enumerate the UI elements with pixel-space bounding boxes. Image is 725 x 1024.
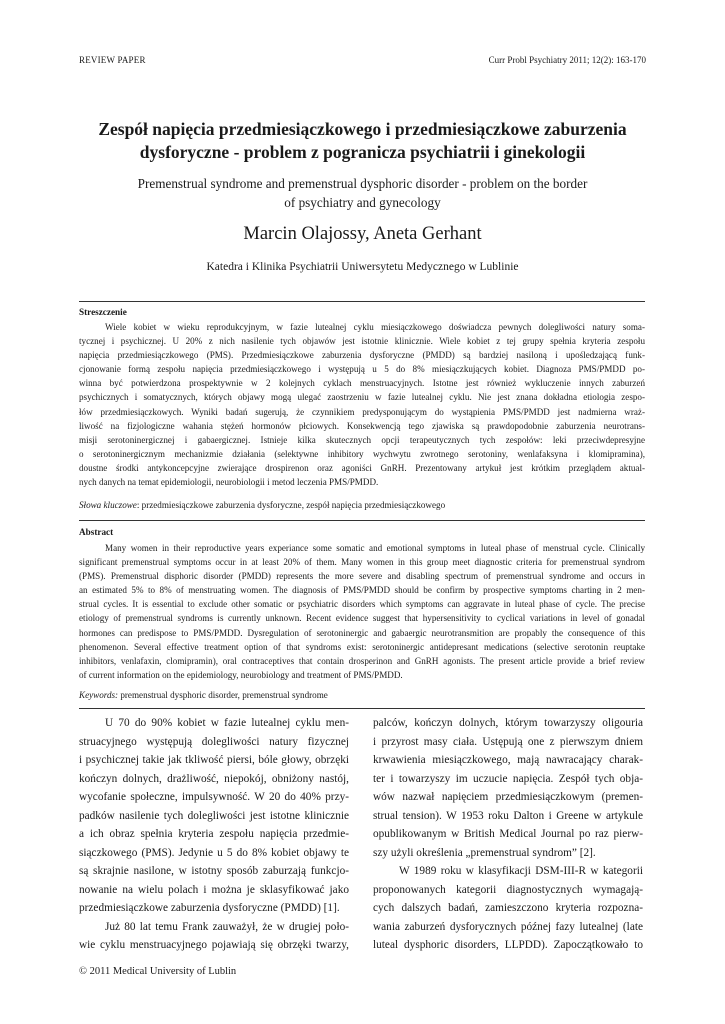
abstract-line: hormones can predispose to PMS/PMDD. Dysregulation of serotoninergic and gabaergic neurotransmition are propably the consequence of this [79, 627, 645, 638]
affiliation: Katedra i Klinika Psychiatrii Uniwersytetu Medycznego w Lublinie [206, 261, 519, 273]
keywords-text: : przedmiesiączkowe zaburzenia dysforyczne, zespół napięcia przedmiesiączkowego [136, 500, 446, 510]
body-line: luteal dysphoric disorders, LLPDD). Zapoczątkowało to [373, 939, 643, 951]
streszczenie-heading: Streszczenie [79, 307, 127, 317]
body-line: struacyjnego występują dolegliwości natury fizycznej [79, 735, 349, 748]
body-line: są skrajnie nasilone, w istotny sposób zaburzają funkcjo- [79, 865, 349, 877]
body-line: wów nazwał napięciem przedmiesiączkowym (premen- [373, 791, 643, 803]
body-line: nowanie na wielu polach i można je sklasyfikować jako [79, 883, 349, 896]
streszczenie-line: misji serotoninergicznej i gabaergicznej. Istnieje kilka skutecznych opcji terapeutycznych tych zespołów: leki przeciwdepresyjne [79, 434, 645, 445]
body-line: siączkowego (PMS). Jedynie u 5 do 8% kobiet objawy te [79, 846, 349, 859]
body-line: krwawienia miesiączkowego, mają nawracający charak- [373, 754, 643, 766]
streszczenie-line: cjonowanie formą zespołu napięcia przedmiesiączkowego i występują u 5 do 8% miesiączkujących kobiet. Diagnoza PMS/PMDD po- [79, 364, 645, 375]
article-subtitle [90, 174, 635, 212]
streszczenie-line: nych danych na temat epidemiologii, neurobiologii i metod leczenia PMS/PMDD. [79, 477, 379, 488]
streszczenie-line: tycznej i psychicznej. U 20% z nich nasilenie tych objawów jest istotnie klinicznie. Wiele kobiet z tej grupy spełnia kryteria zespołu [79, 336, 645, 347]
body-line: przedmiesiączkowe zaburzenia dysforyczne (PMDD) [1]. [79, 902, 340, 914]
abstract-line: phenomenon. Several effective treatment option of that syndroms exist: serotoninergic antidepresant medications (selective serotonin reuptake [79, 641, 645, 652]
abstract-line: strual cycles. It is essential to exclude other somatic or psychiatric disorders which symptoms can aggravate in luteal phase of cycle. The precise [79, 599, 645, 610]
body-line: padków nasilenie tych dolegliwości jest istotne klinicznie [79, 809, 349, 822]
streszczenie-body [79, 320, 645, 489]
authors: Marcin Olajossy, Aneta Gerhant [243, 224, 482, 244]
article-title [60, 118, 665, 164]
body-line: i przyrost masy ciała. Ustępują one z pierwszym dniem [373, 735, 643, 748]
body-line: proponowanych kategorii diagnostycznych wymagają- [373, 883, 643, 896]
body-line: cych dalszych badań, zamieszczono kryteria rozpozna- [373, 902, 643, 914]
abstract-heading: Abstract [79, 527, 114, 537]
body-line: szy użyli określenia „premenstrual syndrom” [2]. [373, 846, 596, 859]
subtitle-line: Premenstrual syndrome and premenstrual dysphoric disorder - problem on the border [137, 176, 588, 191]
body-line: strual tension). W 1953 roku Dalton i Greene w artykule [373, 809, 643, 822]
abstract-line: significant premenstrual symptoms occur in at least 20% of them. Many women in this group meet diagnostic criteria for premenstrual syndrom [79, 557, 645, 568]
body-line: W 1989 roku w klasyfikacji DSM-III-R w kategorii [399, 865, 643, 877]
keywords [79, 690, 328, 700]
body-line: ter i towarzyszy im uczucie napięcia. Zespół tych obja- [373, 772, 643, 785]
streszczenie-line: łów przedmiesiączkowych. Wyniki badań sugerują, że czynnikiem predysponującym do wystąpienia PMS/PMDD jest nadmierna wraż- [79, 406, 645, 417]
streszczenie-line: Wiele kobiet w wieku reprodukcyjnym, w fazie lutealnej cyklu miesiączkowego doświadcza pewnych dolegliwości natury soma- [105, 322, 645, 332]
body-line: wie cyklu menstruacyjnego pojawiają się obrzęki twarzy, [79, 939, 349, 951]
title-line: Zespół napięcia przedmiesiączkowego i przedmiesiączkowe zaburzenia [98, 119, 627, 139]
body-line: palców, kończyn dolnych, którym towarzyszy oligouria [373, 717, 643, 729]
abstract-line: (PMS). Premenstrual disphoric disorder (PMDD) represents the more severe and disabling spectrum of premenstrual syndrome and occurs in [79, 571, 645, 582]
body-column-left [79, 714, 349, 955]
abstract-line: etiology of premenstrual syndroms is currently unknown. Recent evidence suggest that hypersensitivity to cyclical variations in level of gonadal [79, 613, 645, 624]
body-line: wycofanie społeczne, impulsywność. W 20 do 40% przy- [79, 791, 349, 803]
body-column-right [373, 714, 643, 955]
body-line: kończyn dolnych, drażliwość, niepokój, obniżony nastój, [79, 772, 349, 785]
footer-copyright: © 2011 Medical University of Lublin [79, 966, 237, 977]
body-line: i psychicznej takie jak tkliwość piersi, bóle głowy, obrzęki [79, 754, 349, 766]
divider-bottom [79, 708, 645, 709]
streszczenie-line: liwość na fizjologiczne wahania stężeń hormonów płciowych. Konsekwencją tego zjawiska są prawdopodobnie zaburzenia neurotrans- [79, 420, 645, 431]
body-line: Już 80 lat temu Frank zauważył, że w drugiej poło- [105, 920, 349, 933]
keywords-text: premenstrual dysphoric disorder, premenstrual syndrome [118, 690, 328, 700]
body-line: wania zaburzeń dysforycznych późnej fazy lutealnej (late [373, 920, 643, 933]
title-line: dysforyczne - problem z pogranicza psychiatrii i ginekologii [139, 142, 586, 162]
running-header-right: Curr Probl Psychiatry 2011; 12(2): 163-170 [488, 55, 646, 65]
body-line: U 70 do 90% kobiet w fazie lutealnej cyklu men- [105, 717, 349, 729]
body-line: a ich obraz spełnia kryteria zespołu napięcia przedmie- [79, 828, 349, 840]
subtitle-line: of psychiatry and gynecology [284, 195, 441, 210]
slowa-kluczowe [79, 500, 445, 510]
running-header-left: REVIEW PAPER [79, 55, 146, 65]
streszczenie-line: winna być potwierdzona prospektywnie w 2 kolejnych cyklach menstruacyjnych. Istotne jest również wykluczenie innych zaburzeń [79, 378, 645, 389]
abstract-line: inhibitors, venlafaxin, clomipramin), oral contraceptives that contain drosperinon and GnRH agonists. The present article provide a brief review [79, 655, 645, 666]
divider-middle [79, 520, 645, 521]
keywords-label: Keywords: [79, 690, 119, 700]
streszczenie-line: o serotoninergicznym mechanizmie działania (selektywne inhibitory wychwytu zwrotnego serotoniny, wenlafaksyna i klomipramina), [79, 448, 645, 459]
abstract-body [79, 541, 645, 682]
abstract-line: Many women in their reproductive years experiance some somatic and emotional symptoms in luteal phase of menstrual cycle. Clinically [105, 543, 645, 553]
divider-top [79, 301, 645, 302]
abstract-line: an estimated 5% to 8% of menstruating women. The diagnosis of PMS/PMDD should be confirm by prospective symptoms charting in 2 men- [79, 585, 645, 596]
keywords-label: Słowa kluczowe [79, 500, 137, 510]
streszczenie-line: doustne środki antykoncepcyjne zwierające drospirenon oraz agoniści GnRH. Prezentowany artykuł jest krótkim przeglądem aktual- [79, 462, 645, 473]
streszczenie-line: napięcia przedmiesiączkowego (PMS). Przedmiesiączkowe zaburzenia dysforyczne (PMDD) są bardziej nasiloną i upośledzającą funk- [79, 350, 645, 361]
streszczenie-line: psychicznych i somatycznych, których objawy mogą ulegać zaostrzeniu w fazie lutealnej cyklu. Nie jest znana dokładna etiologia zespo- [79, 392, 645, 403]
abstract-line: of current information on the epidemiology, neurobiology and treatment of PMS/PMDD. [79, 669, 403, 680]
body-line: opublikowanym w British Medical Journal po raz pierw- [373, 828, 643, 840]
